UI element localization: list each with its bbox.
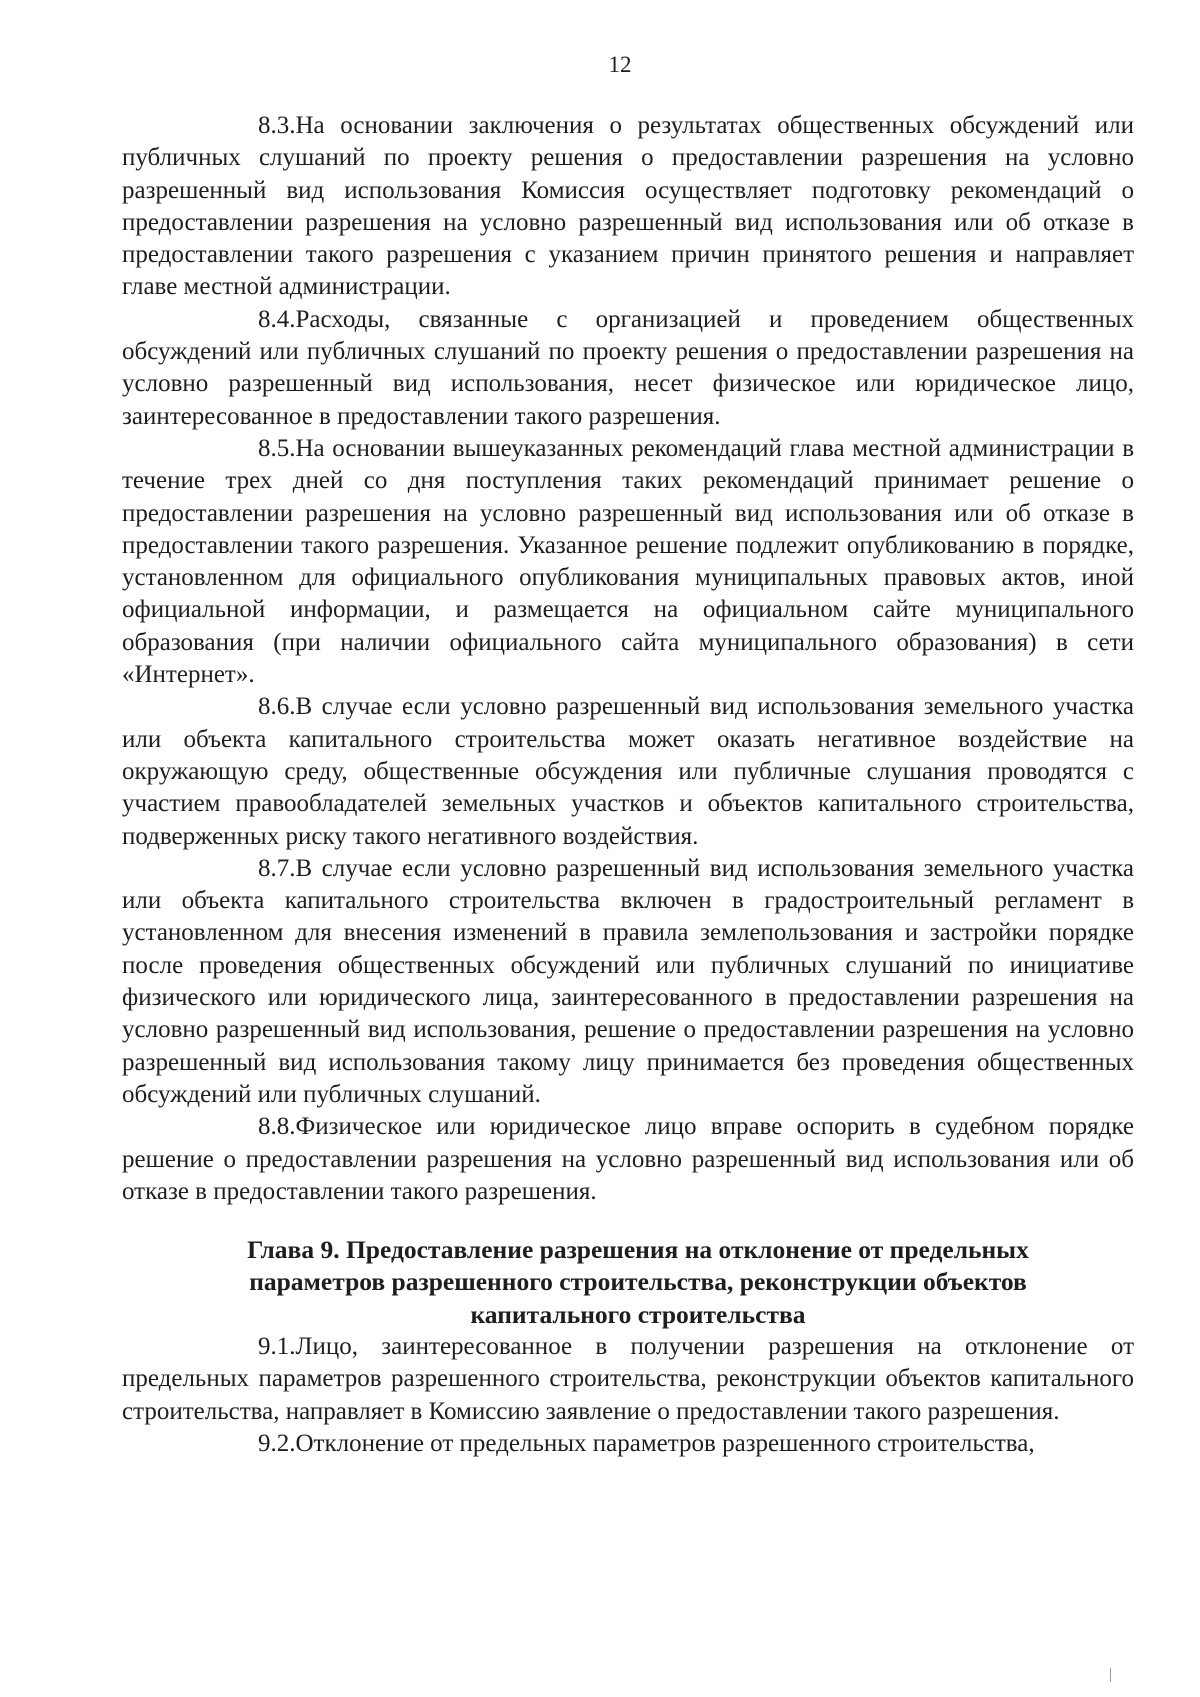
paragraph-8-8 [122,1111,1134,1208]
paragraph-text: Физическое или юридическое лицо вправе оспорить в судебном порядке решение о предоставлении разрешения на условно разрешенный вид использования или об отказе в предоставлении такого разрешения. [122,1113,1134,1205]
paragraph-text: В случае если условно разрешенный вид использования земельного участка или объекта капитального строительства может оказать негативное воздействие на окружающую среду, общественные обсуждения или публичные слушания проводятся с участием правообладателей земельных участков и объектов капитального строительства, подверженных риску такого негативного воздействия. [122,693,1134,850]
paragraph-9-1 [122,1331,1134,1428]
paragraph-8-5 [122,433,1134,691]
paragraph-number: 8.3. [258,112,296,139]
paragraph-text: В случае если условно разрешенный вид использования земельного участка или объекта капитального строительства включен в градостроительный регламент в установленном для внесения изменений в правила землепользования и застройки порядке после проведения общественных обсуждений или публичных слушаний по инициативе физического или юридического лица, заинтересованного в предоставлении разрешения на условно разрешенный вид использования, решение о предоставлении разрешения на условно разрешенный вид использования такому лицу принимается без проведения общественных обсуждений или публичных слушаний. [122,854,1134,1108]
paragraph-8-4 [122,304,1134,433]
paragraph-text: На основании вышеуказанных рекомендаций глава местной администрации в течение трех дней со дня поступления таких рекомендаций принимает решение о предоставлении разрешения на условно разрешенный вид использования или об отказе в предоставлении такого разрешения. Указанное решение подлежит опубликованию в порядке, установленном для официального опубликования муниципальных правовых актов, иной официальной информации, и размещается на официальном сайте муниципального образования (при наличии официального сайта муниципального образования) в сети «Интернет». [122,434,1134,689]
chapter-heading: Глава 9. Предоставление разрешения на отклонение от предельных параметров разрешенного строительства, реконструкции объектов капитального строительства [247,1235,1029,1329]
page-number: 12 [608,52,632,77]
paragraph-8-7 [122,853,1134,1111]
paragraph-8-3 [122,110,1134,304]
paragraph-text: Отклонение от предельных параметров разрешенного строительства, [295,1429,1035,1457]
paragraph-8-6 [122,691,1134,852]
paragraph-text: На основании заключения о результатах общественных обсуждений или публичных слушаний по проекту решения о предоставлении разрешения на условно разрешенный вид использования Комиссия осуществляет подготовку рекомендаций о предоставлении разрешения на условно разрешенный вид использования или об отказе в предоставлении такого разрешения с указанием причин принятого решения и направляет главе местной администрации. [122,112,1134,301]
paragraph-number: 8.6. [258,693,296,721]
paragraph-number: 8.8. [258,1113,296,1141]
paragraph-number: 9.2. [258,1429,296,1457]
paragraph-number: 8.5. [258,434,296,462]
paragraph-number: 9.1. [258,1332,296,1360]
scan-artifact [1110,1668,1111,1682]
document-body [122,110,1134,1460]
paragraph-number: 8.7. [258,854,296,882]
paragraph-number: 8.4. [258,305,296,333]
paragraph-9-2 [122,1428,1134,1460]
paragraph-text: Расходы, связанные с организацией и проведением общественных обсуждений или публичных слушаний по проекту решения о предоставлении разрешения на условно разрешенный вид использования, несет физическое или юридическое лицо, заинтересованное в предоставлении такого разрешения. [122,305,1134,430]
paragraph-text: Лицо, заинтересованное в получении разрешения на отклонение от предельных параметров разрешенного строительства, реконструкции объектов капитального строительства, направляет в Комиссию заявление о предоставлении такого разрешения. [122,1332,1134,1425]
